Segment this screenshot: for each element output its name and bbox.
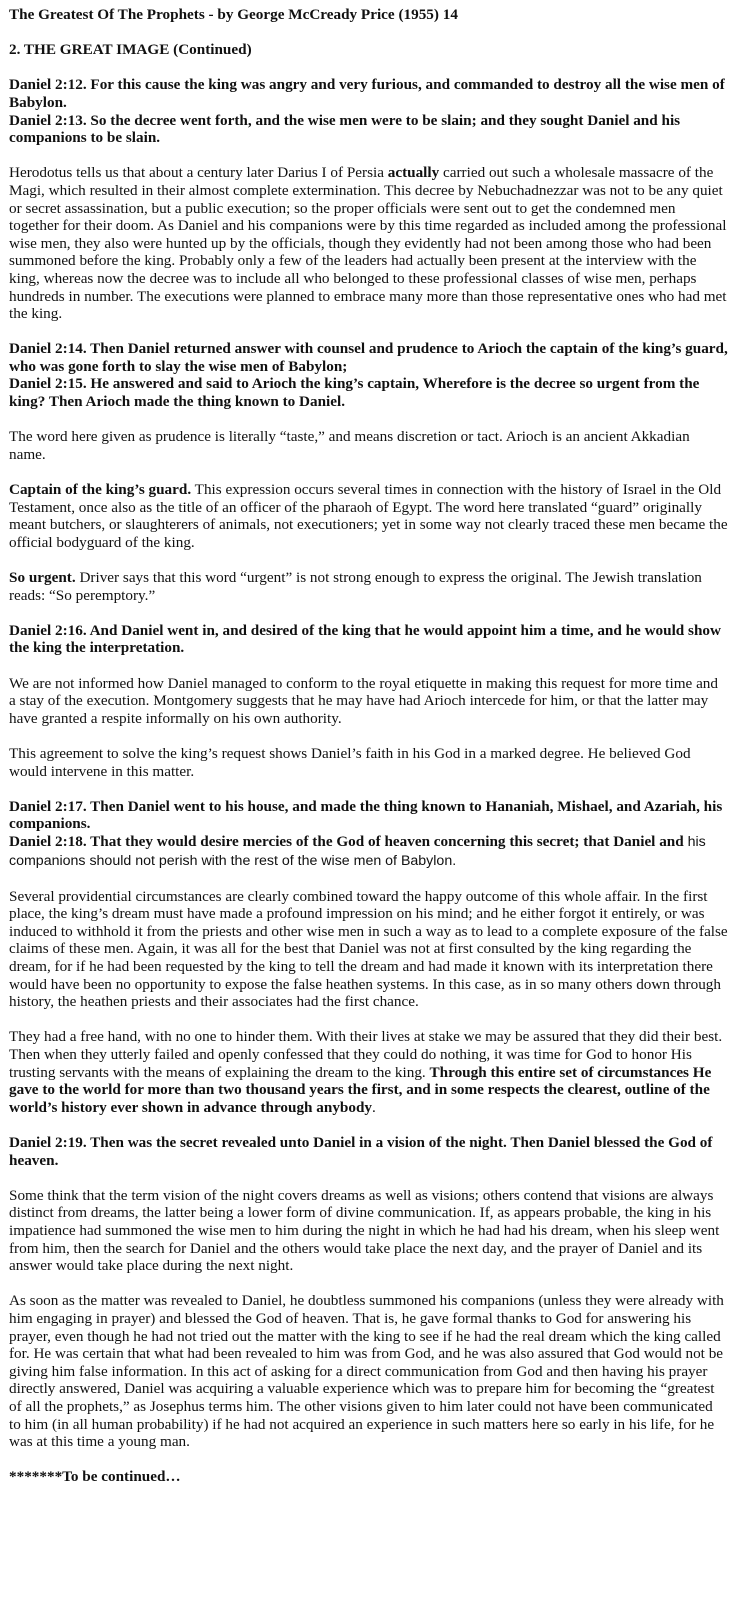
paragraph-text: . — [372, 1098, 376, 1116]
paragraph-faith: This agreement to solve the king’s request shows Daniel’s faith in his God in a marked degree. He believed God would intervene in this matter. — [9, 744, 691, 780]
verse-2-16: Daniel 2:16. And Daniel went in, and desired of the king that he would appoint him a time, and he would show the king the interpretation. — [9, 621, 721, 657]
paragraph-captain — [9, 481, 728, 551]
paragraph-vision: Some think that the term vision of the night covers dreams as well as visions; others contend that visions are always distinct from dreams, the latter being a lower form of divine communication. If, as appears probable, the king in his impatience had summoned the wise men to him during the night in which he had had his dream, when his sleep went from him, then the search for Daniel and the others would take place the next day, and the prayer of Daniel and its answer would take place during the next night. — [9, 1186, 720, 1275]
term-captain: Captain of the king’s guard. — [9, 481, 192, 499]
to-be-continued: *******To be continued… — [9, 1468, 181, 1486]
paragraph-herodotus — [9, 164, 728, 322]
paragraph-revealed: As soon as the matter was revealed to Daniel, he doubtless summoned his companions (unless they were already with him engaging in prayer) and blessed the God of heaven. That is, he gave formal thanks to God for answering his prayer, even though he had not tried out the matter with the king to see if he had the real dream which the king called for. He was certain that what had been revealed to him was from God, and he was also assured that God would not be giving him false information. In this act of asking for a direct communication from God and then having his prayer directly answered, Daniel was acquiring a valuable experience which was to prepare him for becoming the “greatest of all the prophets,” as Josephus terms him. The other visions given to him later could not have been communicated to him (in all human probability) if he had not acquired an experience in such matters here so early in his life, for he was at this time a young man. — [9, 1292, 724, 1451]
verse-2-18-bold: Daniel 2:18. That they would desire mercies of the God of heaven concerning this secret; that Daniel and — [9, 832, 684, 850]
term-so-urgent: So urgent. — [9, 569, 76, 586]
paragraph-text: carried out such a wholesale massacre of the Magi, which resulted in their almost complete extermination. This decree by Nebuchadnezzar was not to be any quiet or secret assassination, but a public execution; so the proper officials were sent out to get the condemned men together for their doom. As Daniel and his companions were by this time regarded as included among the professional wise men, they also were hunted up by the officials, though they evidently had not been among those who had been summoned before the king. Probably only a few of the leaders had actually been present at the interview with the king, whereas now the decree was to include all who belonged to these professional classes of wise men, perhaps hundreds in number. The executions were planned to embrace many more than those representative ones who had met the king. — [9, 164, 727, 323]
paragraph-text: They had a free hand, with no one to hinder them. With their lives at stake we may be assured that they did their best. Then when they utterly failed and openly confessed that they could do nothing, it was time for God to honor His trusting servants with the means of explaining the dream to the king. — [9, 1028, 723, 1081]
paragraph-text: This expression occurs several times in connection with the history of Israel in the Old Testament, once also as the title of an officer of the pharaoh of Egypt. The word here translated “guard” originally meant butchers, or slaughterers of animals, not executioners; yet in some way not clearly traced these men became the official bodyguard of the king. — [9, 481, 728, 551]
verse-2-12: Daniel 2:12. For this cause the king was angry and very furious, and commanded to destroy all the wise men of Babylon. — [9, 76, 725, 111]
verse-2-15: Daniel 2:15. He answered and said to Arioch the king’s captain, Wherefore is the decree so urgent from the king? Then Arioch made the thing known to Daniel. — [9, 375, 700, 411]
paragraph-text: Driver says that this word “urgent” is not strong enough to express the original. The Jewish translation reads: “So peremptory.” — [9, 569, 702, 604]
verse-2-17: Daniel 2:17. Then Daniel went to his house, and made the thing known to Hananiah, Mishael, and Azariah, his companions. — [9, 797, 723, 833]
paragraph-etiquette: We are not informed how Daniel managed to conform to the royal etiquette in making this request for more time and a stay of the execution. Montgomery suggests that he may have had Arioch intercede for him, or that the latter may have granted a respite informally on his own authority. — [9, 674, 718, 727]
emphasis-through: Through this entire set of circumstances He gave to the world for more than two thousand years the first, and in some respects the clearest, outline of the world’s history ever shown in advance through anybody — [9, 1063, 712, 1116]
verse-group-12-13 — [9, 76, 728, 146]
paragraph-free-hand — [9, 1028, 728, 1116]
verse-2-14: Daniel 2:14. Then Daniel returned answer with counsel and prudence to Arioch the captain of the king’s guard, who was gone forth to slay the wise men of Babylon; — [9, 340, 728, 375]
verse-2-13: Daniel 2:13. So the decree went forth, and the wise men were to be slain; and they sought Daniel and his companions to be slain. — [9, 111, 681, 147]
section-heading: 2. THE GREAT IMAGE (Continued) — [9, 41, 252, 59]
verse-group-17-18 — [9, 798, 728, 870]
emphasis-actually: actually — [387, 164, 440, 182]
verse-2-18-rest: his companions should not perish with the rest of the wise men of Babylon. — [9, 833, 706, 869]
verse-group-14-15 — [9, 340, 728, 410]
paragraph-so-urgent — [9, 569, 728, 604]
paragraph-prudence: The word here given as prudence is literally “taste,” and means discretion or tact. Arioch is an ancient Akkadian name. — [9, 428, 690, 463]
verse-2-18 — [9, 833, 706, 869]
paragraph-providential: Several providential circumstances are clearly combined toward the happy outcome of this whole affair. In the first place, the king’s dream must have made a profound impression on his mind; and he either forgot it entirely, or was induced to withhold it from the priests and other wise men in such a way as to lead to a complete exposure of the false claims of these men. Again, it was all for the best that Daniel was not at first consulted by the king regarding the dream, for if he had been requested by the king to tell the dream and had made it known with its interpretation there would have been no opportunity to expose the false heathen systems. In this case, as in so many others down through history, the heathen priests and their associates had the first chance. — [9, 887, 728, 1011]
paragraph-text: Herodotus tells us that about a century later Darius I of Persia — [9, 164, 388, 182]
verse-2-19: Daniel 2:19. Then was the secret revealed unto Daniel in a vision of the night. Then Daniel blessed the God of heaven. — [9, 1134, 713, 1169]
document-title: The Greatest Of The Prophets - by George McCready Price (1955) 14 — [9, 6, 458, 23]
